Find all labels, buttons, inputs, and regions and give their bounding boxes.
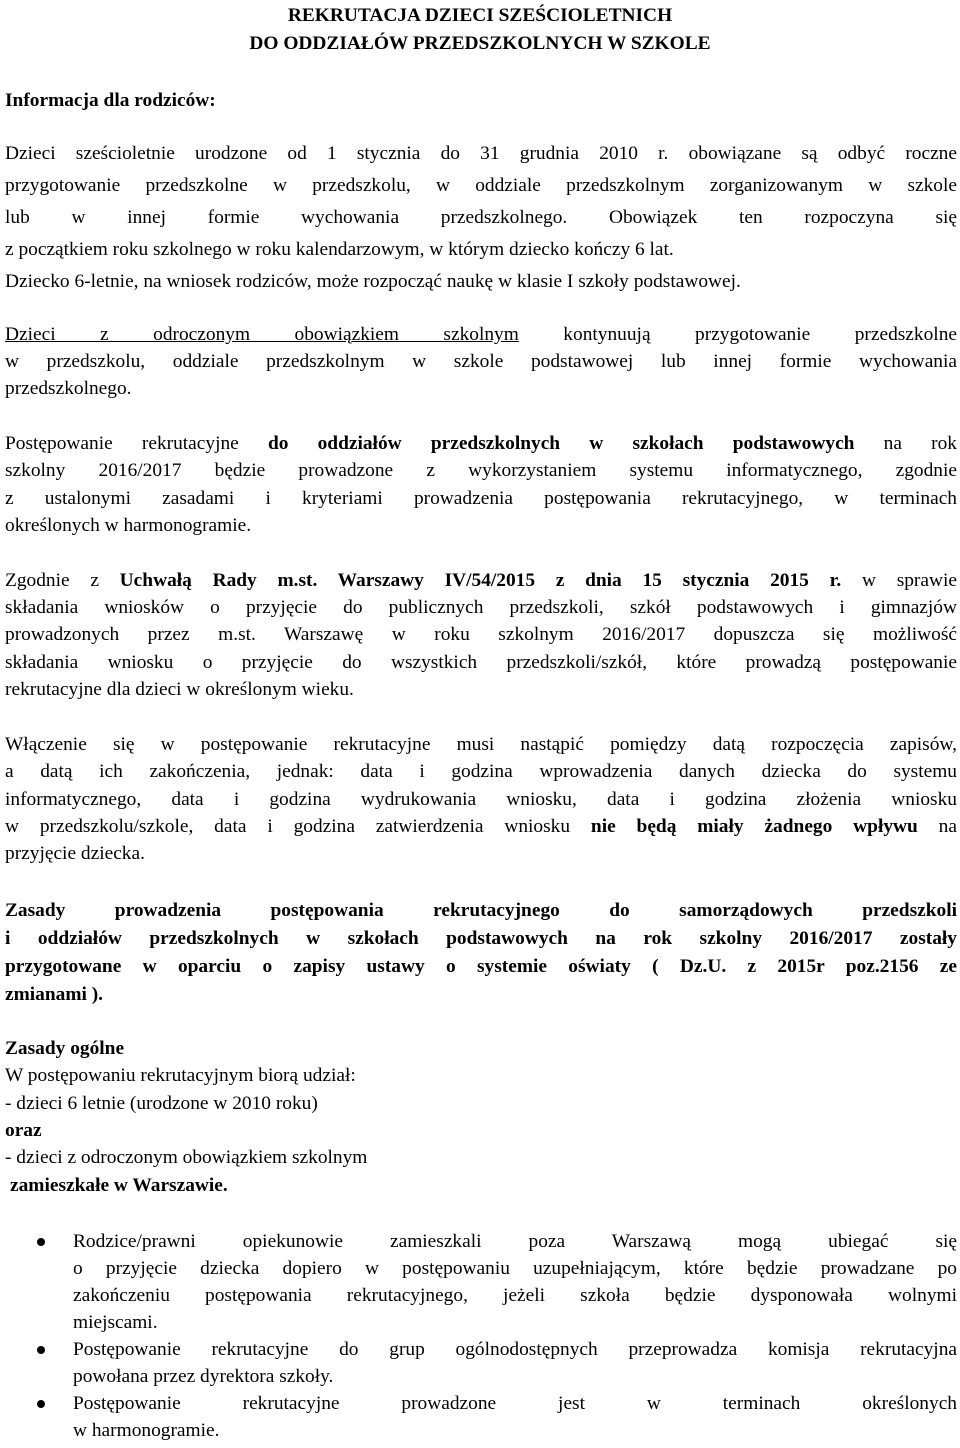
bullet2-line1: Postępowanie rekrutacyjne do grup ogólnodostępnych przeprowadza komisja rekrutacyjna <box>73 1339 957 1360</box>
p5-line2: a datą ich zakończenia, jednak: data i godzina wprowadzenia danych dziecka do systemu <box>5 761 957 782</box>
general-heading: Zasady ogólne <box>5 1038 125 1059</box>
p4-text-a: Zgodnie z <box>5 570 120 591</box>
bullet3-line2: w harmonogramie. <box>73 1420 220 1441</box>
p5-text-a: w przedszkolu/szkole, data i godzina zatwierdzenia wniosku <box>5 816 591 837</box>
general-line2: - dzieci 6 letnie (urodzone w 2010 roku) <box>5 1093 318 1114</box>
p2-line1 <box>5 322 957 348</box>
p3-line1 <box>5 431 957 457</box>
p1-line2: przygotowanie przedszkolne w przedszkolu, w oddziale przedszkolnym zorganizowanym w szkole <box>5 175 957 196</box>
p4-line1 <box>5 568 957 594</box>
bullet3-line1: Postępowanie rekrutacyjne prowadzone jest w terminach określonych <box>73 1393 957 1414</box>
general-line4: - dzieci z odroczonym obowiązkiem szkolnym <box>5 1147 368 1168</box>
p2-underlined-text: Dzieci z odroczonym obowiązkiem szkolnym <box>5 324 519 345</box>
p3-line4: określonych w harmonogramie. <box>5 515 252 536</box>
p3-line3: z ustalonymi zasadami i kryteriami prowadzenia postępowania rekrutacyjnego, w terminach <box>5 488 957 509</box>
general-line5: zamieszkałe w Warszawie. <box>10 1175 228 1196</box>
p5-line3: informatycznego, data i godzina wydrukowania wniosku, data i godzina złożenia wniosku <box>5 789 957 810</box>
p6-line1: Zasady prowadzenia postępowania rekrutacyjnego do samorządowych przedszkoli <box>5 900 957 921</box>
p4-line2: składania wniosków o przyjęcie do publicznych przedszkoli, szkół podstawowych i gimnazjów <box>5 597 957 618</box>
bullet-dot-3 <box>37 1400 45 1408</box>
info-label: Informacja dla rodziców: <box>5 90 216 111</box>
bullet2-line2: powołana przez dyrektora szkoły. <box>73 1366 334 1387</box>
bullet1-line2: o przyjęcie dziecka dopiero w postępowaniu uzupełniającym, które będzie prowadzane po <box>73 1258 957 1279</box>
p2-line2: w przedszkolu, oddziale przedszkolnym w szkole podstawowej lub innej formie wychowania <box>5 351 957 372</box>
p3-bold-text: do oddziałów przedszkolnych w szkołach podstawowych <box>267 433 855 454</box>
p4-line5: rekrutacyjne dla dzieci w określonym wieku. <box>5 679 354 700</box>
p3-line2: szkolny 2016/2017 będzie prowadzone z wykorzystaniem systemu informatycznego, zgodnie <box>5 460 957 481</box>
p3-text-a: Postępowanie rekrutacyjne <box>5 433 268 454</box>
bullet1-line3: zakończeniu postępowania rekrutacyjnego, jeżeli szkoła będzie dysponowała wolnymi <box>73 1285 957 1306</box>
p4-text-c: w sprawie <box>841 570 957 591</box>
document-title-line1: REKRUTACJA DZIECI SZEŚCIOLETNICH <box>287 5 673 26</box>
p1-line5: Dziecko 6-letnie, na wniosek rodziców, może rozpocząć naukę w klasie I szkoły podstawowej. <box>5 271 741 292</box>
bullet-dot-2 <box>37 1346 45 1354</box>
p1-line1: Dzieci sześcioletnie urodzone od 1 stycznia do 31 grudnia 2010 r. obowiązane są odbyć roczne <box>5 143 957 164</box>
p4-line3: prowadzonych przez m.st. Warszawę w roku szkolnym 2016/2017 dopuszcza się możliwość <box>5 624 957 645</box>
document-title-line2: DO ODDZIAŁÓW PRZEDSZKOLNYCH W SZKOLE <box>249 33 711 54</box>
p5-line1: Włączenie się w postępowanie rekrutacyjne musi nastąpić pomiędzy datą rozpoczęcia zapisów, <box>5 734 957 755</box>
p5-text-c: na <box>917 816 957 837</box>
p5-line4 <box>5 814 957 840</box>
p6-line3: przygotowane w oparciu o zapisy ustawy o systemie oświaty ( Dz.U. z 2015r poz.2156 ze <box>5 956 957 977</box>
p1-line4: z początkiem roku szkolnego w roku kalendarzowym, w którym dziecko kończy 6 lat. <box>5 239 674 260</box>
p2-line3: przedszkolnego. <box>5 378 132 399</box>
p6-line2: i oddziałów przedszkolnych w szkołach podstawowych na rok szkolny 2016/2017 zostały <box>5 928 957 949</box>
general-line3: oraz <box>5 1120 42 1141</box>
bullet1-line1: Rodzice/prawni opiekunowie zamieszkali poza Warszawą mogą ubiegać się <box>73 1231 957 1252</box>
p5-bold-text: nie będą miały żadnego wpływu <box>590 816 918 837</box>
general-line1: W postępowaniu rekrutacyjnym biorą udział: <box>5 1065 356 1086</box>
p4-bold-resolution: Uchwałą Rady m.st. Warszawy IV/54/2015 z dnia 15 stycznia 2015 r. <box>119 570 842 591</box>
p2-line1-rest: kontynuują przygotowanie przedszkolne <box>518 324 957 345</box>
p4-line4: składania wniosku o przyjęcie do wszystkich przedszkoli/szkół, które prowadzą postępowanie <box>5 652 957 673</box>
p6-line4: zmianami ). <box>5 984 104 1005</box>
bullet-dot-1 <box>37 1238 45 1246</box>
p5-line5: przyjęcie dziecka. <box>5 843 145 864</box>
p3-text-c: na rok <box>854 433 957 454</box>
p1-line3: lub w innej formie wychowania przedszkolnego. Obowiązek ten rozpoczyna się <box>5 207 957 228</box>
bullet1-line4: miejscami. <box>73 1312 158 1333</box>
